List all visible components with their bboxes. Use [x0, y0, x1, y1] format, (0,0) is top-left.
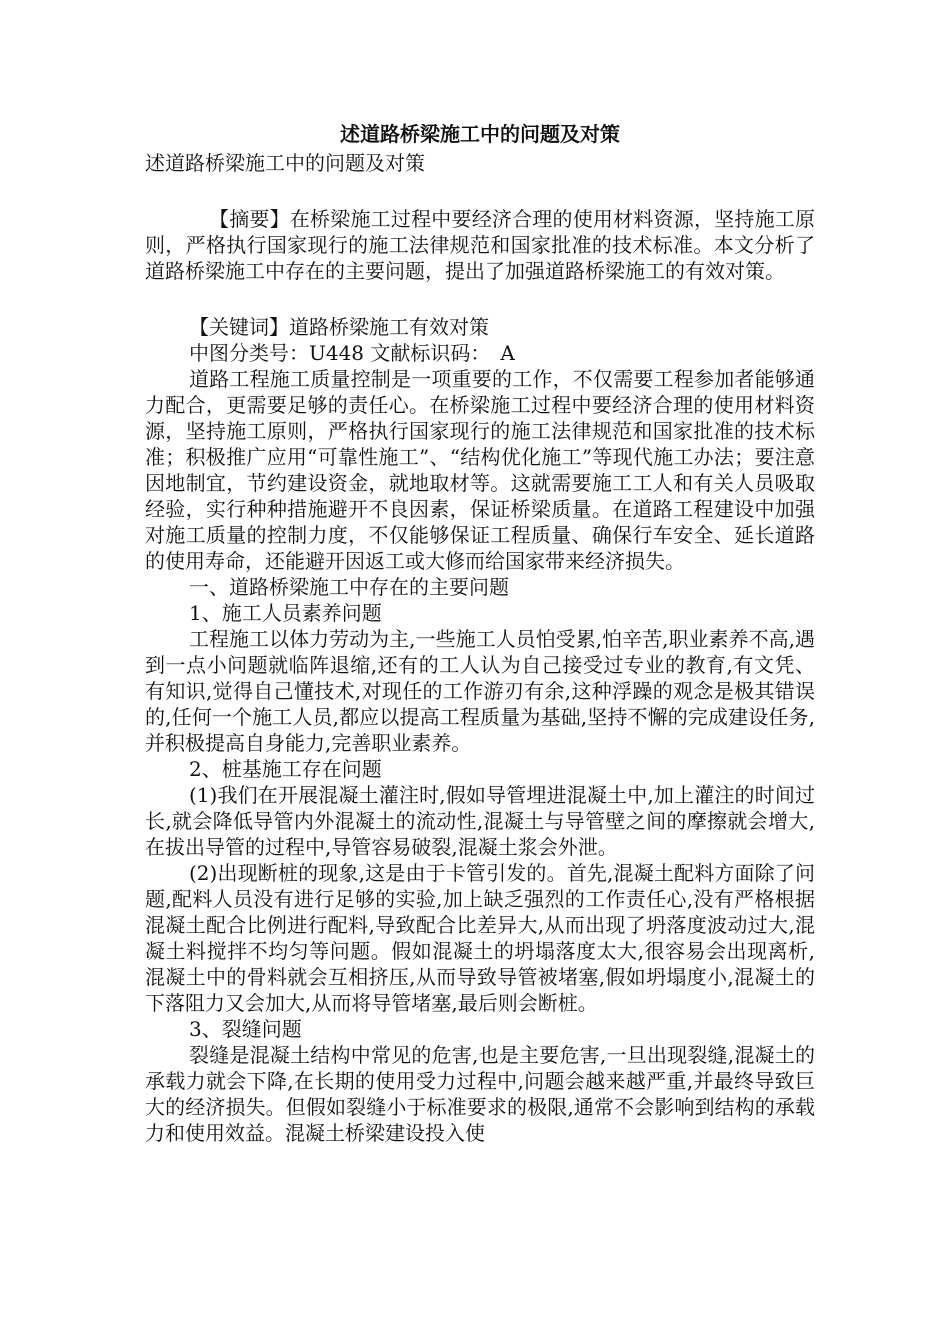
document-page	[145, 118, 815, 1146]
spacer	[145, 284, 815, 314]
classification-line: 中图分类号：U448 文献标识码： A	[189, 341, 515, 365]
subsection-heading-1: 1、施工人员素养问题	[189, 601, 382, 625]
spacer	[145, 176, 815, 206]
document-subtitle: 述道路桥梁施工中的问题及对策	[145, 151, 425, 175]
subsection-heading-3: 3、裂缝问题	[189, 1017, 302, 1041]
section-heading-1: 一、道路桥梁施工中存在的主要问题	[189, 575, 509, 599]
subsection-2-paragraph-2: (2)出现断桩的现象,这是由于卡管引发的。首先,混凝土配料方面除了问题,配料人员没有进行足够的实验,加上缺乏强烈的工作责任心,没有严格根据混凝土配合比例进行配料,导致配合比差异大,从而出现了坍落度波动过大,混凝土料搅拌不均匀等问题。假如混凝土的坍塌落度太大,很容易会出现离析,混凝土中的骨料就会互相挤压,从而导致导管被堵塞,假如坍塌度小,混凝土的下落阻力又会加大,从而将导管堵塞,最后则会断桩。	[145, 861, 815, 1015]
subsection-3-paragraph: 裂缝是混凝土结构中常见的危害,也是主要危害,一旦出现裂缝,混凝土的承载力就会下降,在长期的使用受力过程中,问题会越来越严重,并最终导致巨大的经济损失。但假如裂缝小于标准要求的极限,通常不会影响到结构的承载力和使用效益。混凝土桥梁建设投入使	[145, 1043, 815, 1145]
subsection-1-paragraph: 工程施工以体力劳动为主,一些施工人员怕受累,怕辛苦,职业素养不高,遇到一点小问题就临阵退缩,还有的工人认为自己接受过专业的教育,有文凭、有知识,觉得自己懂技术,对现任的工作游刃有余,这种浮躁的观念是极其错误的,任何一个施工人员,都应以提高工程质量为基础,坚持不懈的完成建设任务,并积极提高自身能力,完善职业素养。	[145, 627, 815, 755]
subsection-heading-2: 2、桩基施工存在问题	[189, 757, 382, 781]
subsection-2-paragraph-1: (1)我们在开展混凝土灌注时,假如导管埋进混凝土中,加上灌注的时间过长,就会降低导管内外混凝土的流动性,混凝土与导管壁之间的摩擦就会增大,在拔出导管的过程中,导管容易破裂,混凝土浆会外泄。	[145, 783, 815, 859]
intro-paragraph: 道路工程施工质量控制是一项重要的工作，不仅需要工程参加者能够通力配合，更需要足够的责任心。在桥梁施工过程中要经济合理的使用材料资源，坚持施工原则，严格执行国家现行的施工法律规范和国家批准的技术标准；积极推广应用“可靠性施工”、“结构优化施工”等现代施工办法；要注意因地制宜，节约建设资金，就地取材等。这就需要施工工人和有关人员吸取经验，实行种种措施避开不良因素，保证桥梁质量。在道路工程建设中加强对施工质量的控制力度，不仅能够保证工程质量、确保行车安全、延长道路的使用寿命，还能避开因返工或大修而给国家带来经济损失。	[145, 367, 815, 573]
document-title: 述道路桥梁施工中的问题及对策	[340, 122, 620, 146]
keywords-line: 【关键词】道路桥梁施工有效对策	[189, 315, 489, 339]
abstract-paragraph: 【摘要】在桥梁施工过程中要经济合理的使用材料资源，坚持施工原则，严格执行国家现行的施工法律规范和国家批准的技术标准。本文分析了道路桥梁施工中存在的主要问题，提出了加强道路桥梁施工的有效对策。	[145, 207, 815, 283]
